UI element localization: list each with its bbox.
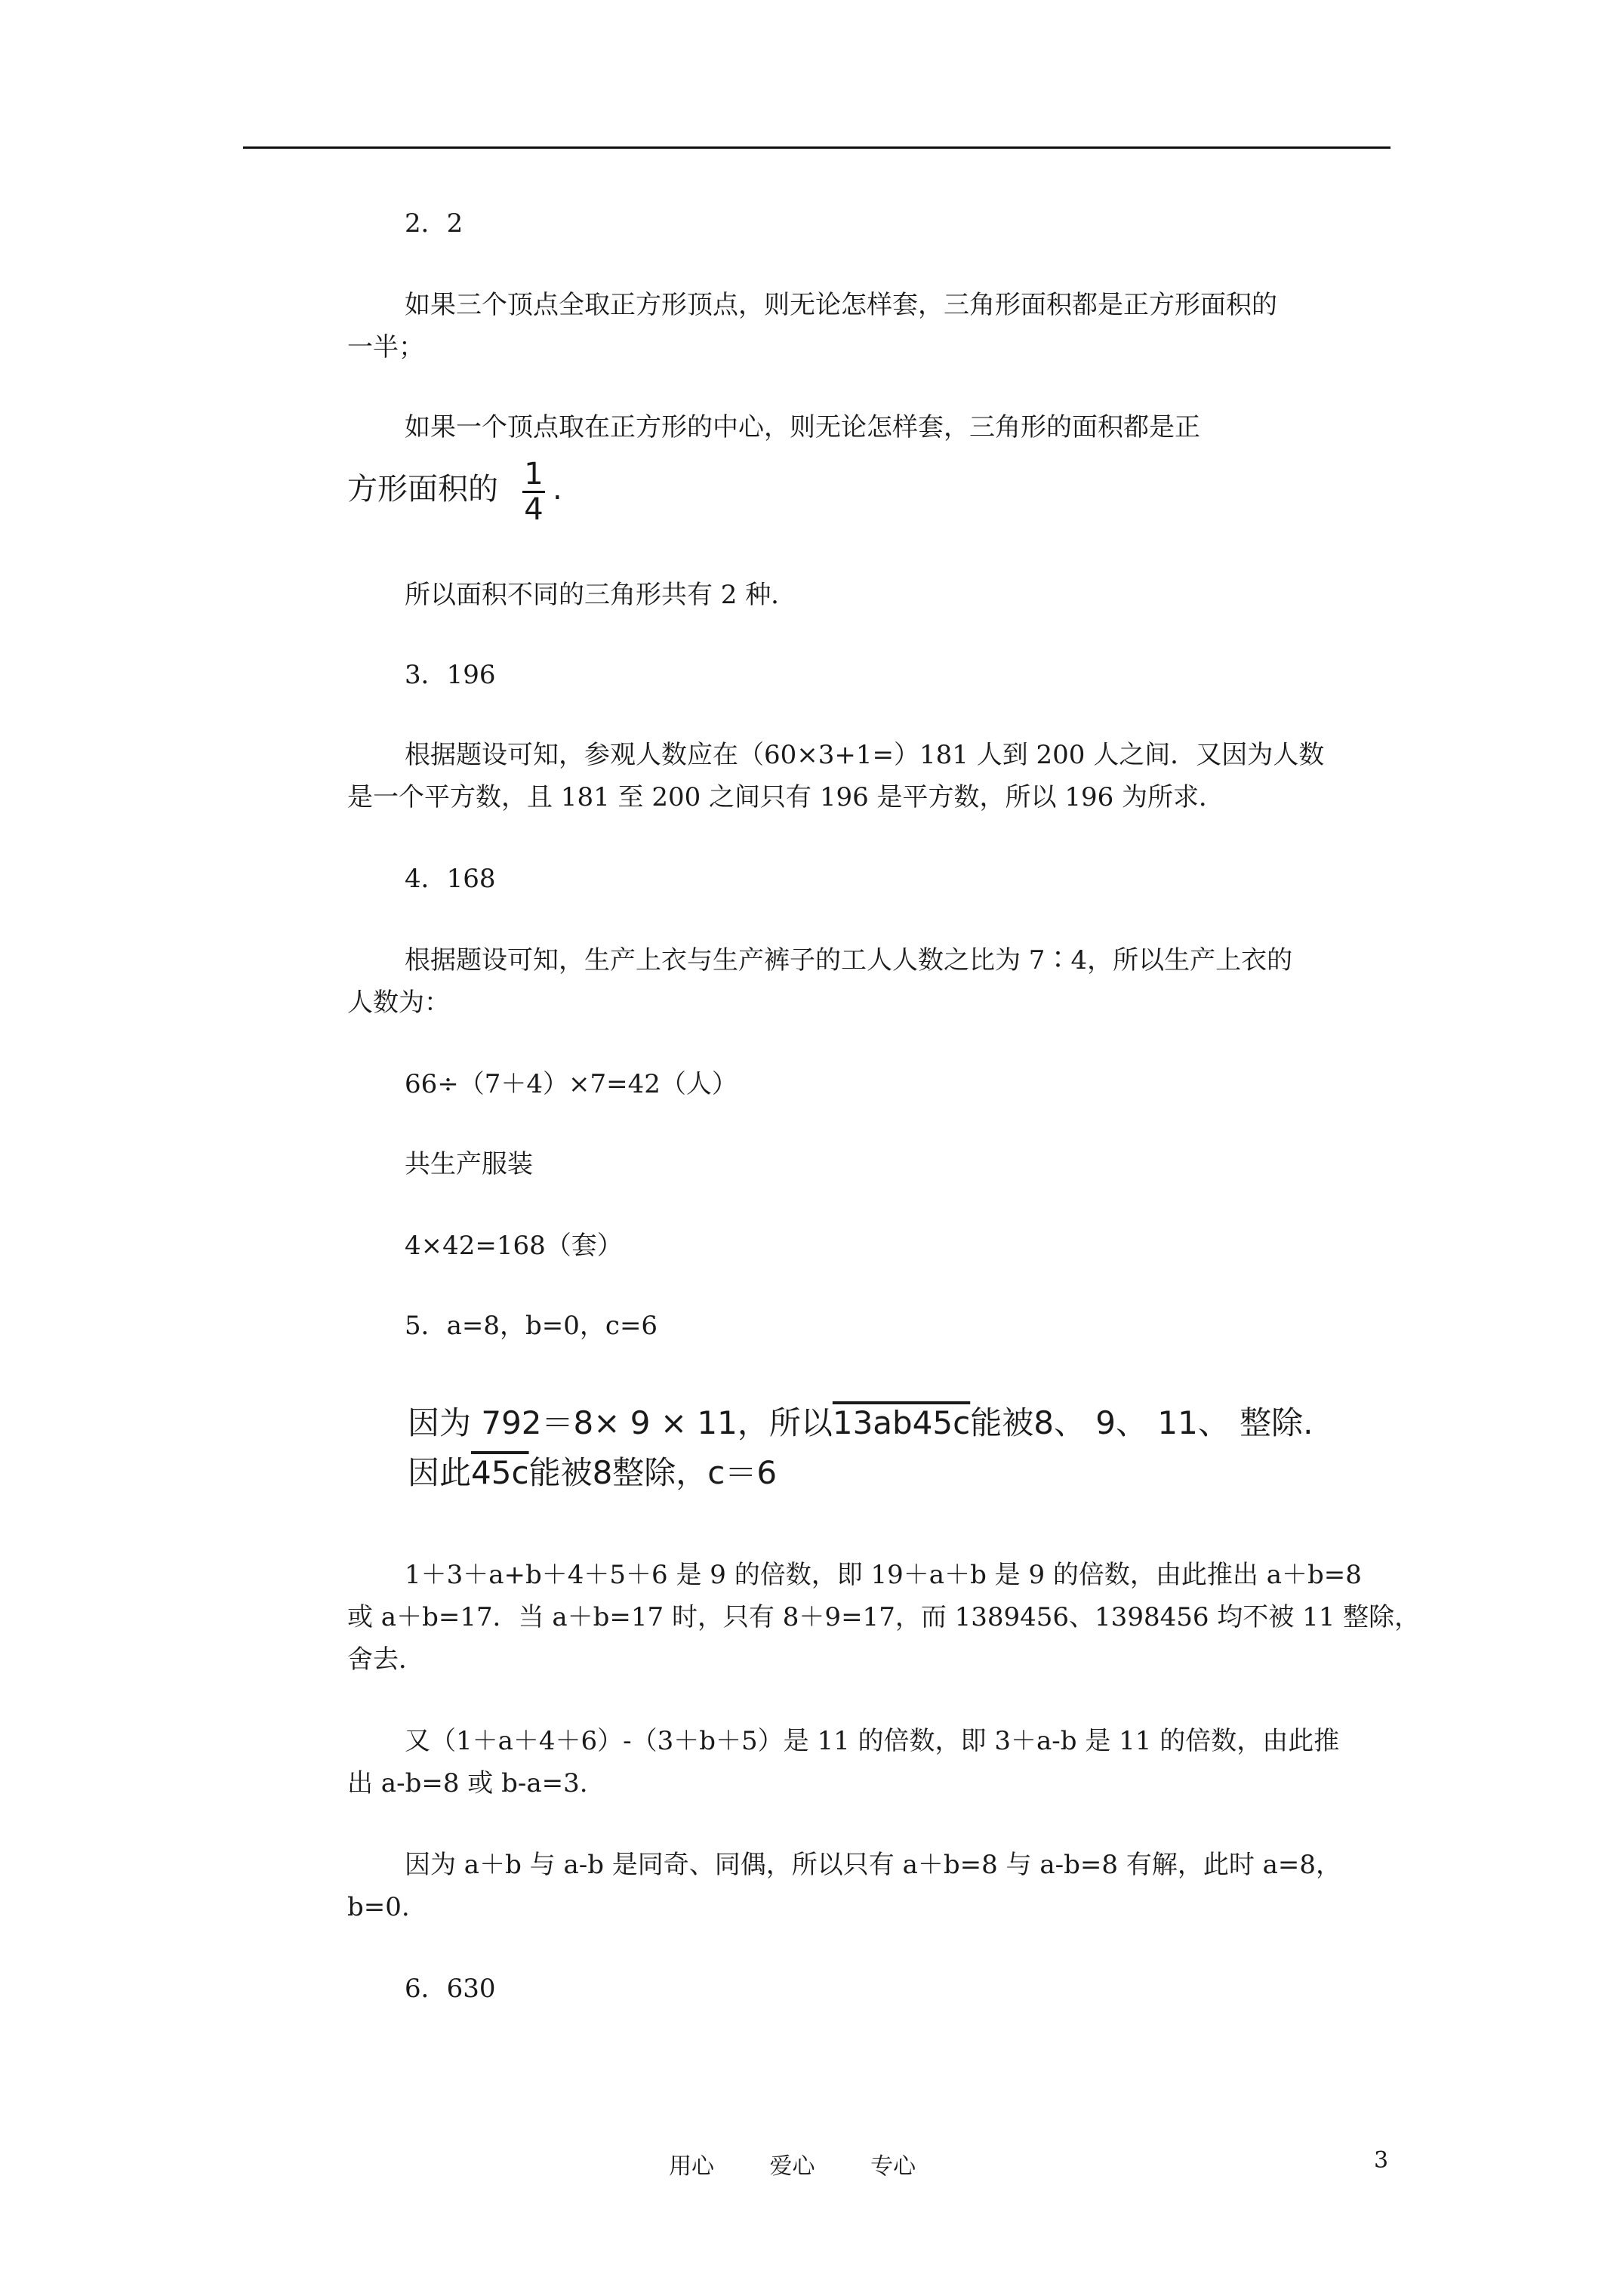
paragraph-line: 因为 a＋b 与 a-b 是同奇、同偶，所以只有 a＋b=8 与 a-b=8 有解，此时 a=8， xyxy=(405,1850,1342,1880)
paragraph-line: 如果一个顶点取在正方形的中心，则无论怎样套，三角形的面积都是正 xyxy=(405,412,1200,442)
reasoning-text: 因为 792＝8× 9 × 11，所以 xyxy=(408,1404,833,1441)
reasoning-row-2 xyxy=(408,1450,777,1496)
fraction-numerator: 1 xyxy=(524,457,544,492)
answer-5-heading: 5．a=8，b=0，c=6 xyxy=(405,1311,658,1341)
paragraph-line: 人数为： xyxy=(347,988,450,1018)
paragraph-line: 如果三个顶点全取正方形顶点，则无论怎样套，三角形面积都是正方形面积的 xyxy=(405,290,1277,320)
answer-2-heading: 2．2 xyxy=(405,208,463,239)
paragraph-line: b=0. xyxy=(347,1892,410,1922)
fraction-prefix: 方形面积的 xyxy=(347,472,498,507)
reasoning-text: 能被8整除，c＝6 xyxy=(528,1454,778,1491)
paragraph-line: 1＋3＋a+b＋4＋5＋6 是 9 的倍数，即 19＋a＋b 是 9 的倍数，由此推出 a＋b=8 xyxy=(405,1560,1362,1590)
reasoning-text: 因此 xyxy=(408,1454,472,1491)
paragraph-line: 所以面积不同的三角形共有 2 种． xyxy=(405,580,797,610)
paragraph-line: 舍去． xyxy=(347,1644,424,1675)
reasoning-row-1 xyxy=(408,1401,1313,1446)
answer-3-heading: 3．196 xyxy=(405,660,496,690)
footer-word: 用心 xyxy=(669,2153,714,2180)
overlined-number: 13ab45c xyxy=(832,1404,971,1441)
paragraph-line: 根据题设可知，参观人数应在（60×3+1=）181 人到 200 人之间．又因为人数 xyxy=(405,740,1325,770)
fraction-period: . xyxy=(553,472,562,507)
equation-line: 66÷（7＋4）×7=42（人） xyxy=(405,1069,738,1099)
footer-word: 爱心 xyxy=(769,2153,815,2180)
answer-4-heading: 4．168 xyxy=(405,864,496,894)
fraction xyxy=(522,459,545,525)
paragraph-line: 或 a＋b=17．当 a＋b=17 时，只有 8＋9=17，而 1389456、1398456 均不被 11 整除， xyxy=(347,1602,1421,1632)
answer-6-heading: 6．630 xyxy=(405,1974,496,2004)
fraction-denominator: 4 xyxy=(524,492,544,527)
paragraph-line: 共生产服装 xyxy=(405,1149,533,1179)
paragraph-line: 又（1＋a＋4＋6）-（3＋b＋5）是 11 的倍数，即 3＋a-b 是 11 的倍数，由此推 xyxy=(405,1726,1340,1756)
header-rule xyxy=(243,146,1390,149)
page-number: 3 xyxy=(1374,2147,1389,2174)
footer-word: 专心 xyxy=(870,2153,916,2180)
equation-line: 4×42=168（套） xyxy=(405,1231,623,1261)
overlined-number: 45c xyxy=(471,1454,529,1491)
reasoning-text: 能被8、 9、 11、 整除. xyxy=(970,1404,1313,1441)
footer-motto xyxy=(669,2147,916,2180)
paragraph-line: 一半； xyxy=(347,332,424,362)
paragraph-line: 是一个平方数，且 181 至 200 之间只有 196 是平方数，所以 196 为所求． xyxy=(347,782,1225,812)
paragraph-line: 出 a-b=8 或 b-a=3. xyxy=(347,1768,588,1798)
paragraph-line: 根据题设可知，生产上衣与生产裤子的工人人数之比为 7∶4，所以生产上衣的 xyxy=(405,945,1293,975)
